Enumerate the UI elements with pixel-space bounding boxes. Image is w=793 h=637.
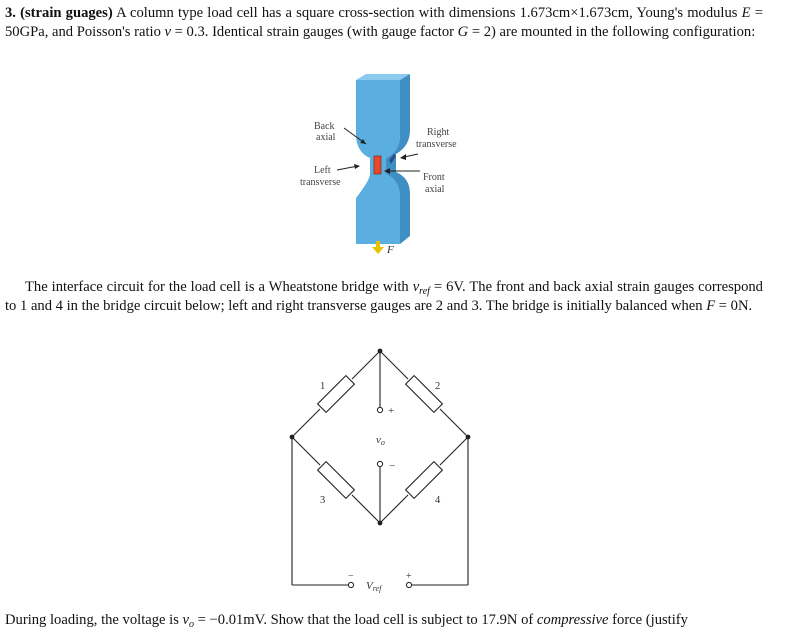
- vref-minus-label: −: [348, 571, 354, 582]
- vo-symbol: v: [182, 612, 190, 628]
- interface-paragraph: [5, 278, 763, 316]
- resistor-3-label: 3: [320, 495, 326, 506]
- node-right: [466, 435, 471, 440]
- label-back-axial-1: Back: [314, 121, 335, 132]
- node-top: [378, 349, 383, 354]
- label-right-transverse-1: Right: [427, 127, 450, 138]
- e-symbol: E: [741, 5, 751, 21]
- label-front-axial-1: Front: [423, 172, 445, 183]
- problem-topic: (strain guages): [20, 5, 113, 21]
- loading-text-2: force (justify: [608, 612, 688, 628]
- vref-plus-label: +: [406, 571, 412, 582]
- loading-paragraph: [5, 611, 763, 630]
- resistor-2-label: 2: [435, 381, 441, 392]
- label-back-axial-2: axial: [316, 132, 336, 143]
- vo-minus-terminal: [377, 461, 382, 466]
- label-right-transverse-2: transverse: [416, 139, 457, 150]
- intro-text-1: A column type load cell has a square cross-section with dimensions 1.673cm×1.673cm, Young's modulus: [116, 5, 742, 21]
- vo-value: = −0.01mV. Show that the load cell is subject to 17.9N of: [194, 612, 537, 628]
- resistor-4: [406, 462, 443, 499]
- vo-label: vo: [376, 434, 385, 447]
- loading-text-1: During loading, the voltage is: [5, 612, 183, 628]
- node-bottom: [378, 521, 383, 526]
- nu-symbol: ν: [164, 24, 171, 40]
- resistor-3: [318, 462, 355, 499]
- resistor-1-label: 1: [320, 381, 326, 392]
- g-value: = 2) are mounted in the following configuration:: [468, 24, 756, 40]
- f-value: = 0N.: [715, 298, 753, 314]
- vref-plus-terminal: [406, 582, 411, 587]
- vo-plus-terminal: [377, 407, 382, 412]
- vo-subscript: o: [189, 619, 195, 630]
- interface-text-1: The interface circuit for the load cell is a Wheatstone bridge with: [25, 279, 413, 295]
- load-cell-figure: [290, 74, 480, 259]
- nu-value: = 0.3. Identical strain gauges (with gauge factor: [171, 24, 458, 40]
- vo-plus-label: +: [388, 405, 395, 417]
- problem-number: 3.: [5, 5, 16, 21]
- label-left-transverse-2: transverse: [300, 177, 341, 188]
- vref-minus-terminal: [348, 582, 353, 587]
- e-value: = 50GPa, and Poisson's ratio: [5, 5, 763, 40]
- label-front-axial-2: axial: [425, 184, 445, 195]
- vo-minus-label: −: [389, 460, 396, 472]
- vref-value: = 6V. The front and back axial strain gauges correspond to 1 and 4 in the bridge circuit below; left and right transverse gauges are 2 and 3. The bridge is initially balanced when: [5, 279, 763, 314]
- column-body: [356, 74, 410, 244]
- wheatstone-bridge-figure: [280, 345, 480, 595]
- front-axial-gauge: [374, 156, 381, 174]
- problem-statement: [5, 4, 763, 42]
- resistor-4-label: 4: [435, 495, 441, 506]
- arrow-right-transverse: [404, 154, 418, 157]
- g-symbol: G: [457, 24, 469, 40]
- vref-symbol: v: [412, 279, 420, 295]
- compressive-word: compressive: [536, 612, 609, 628]
- force-label: F: [387, 244, 394, 256]
- node-left: [290, 435, 295, 440]
- vref-subscript: ref: [419, 286, 430, 297]
- vref-label: Vref: [366, 580, 382, 593]
- label-left-transverse-1: Left: [314, 165, 331, 176]
- f-symbol: F: [706, 298, 716, 314]
